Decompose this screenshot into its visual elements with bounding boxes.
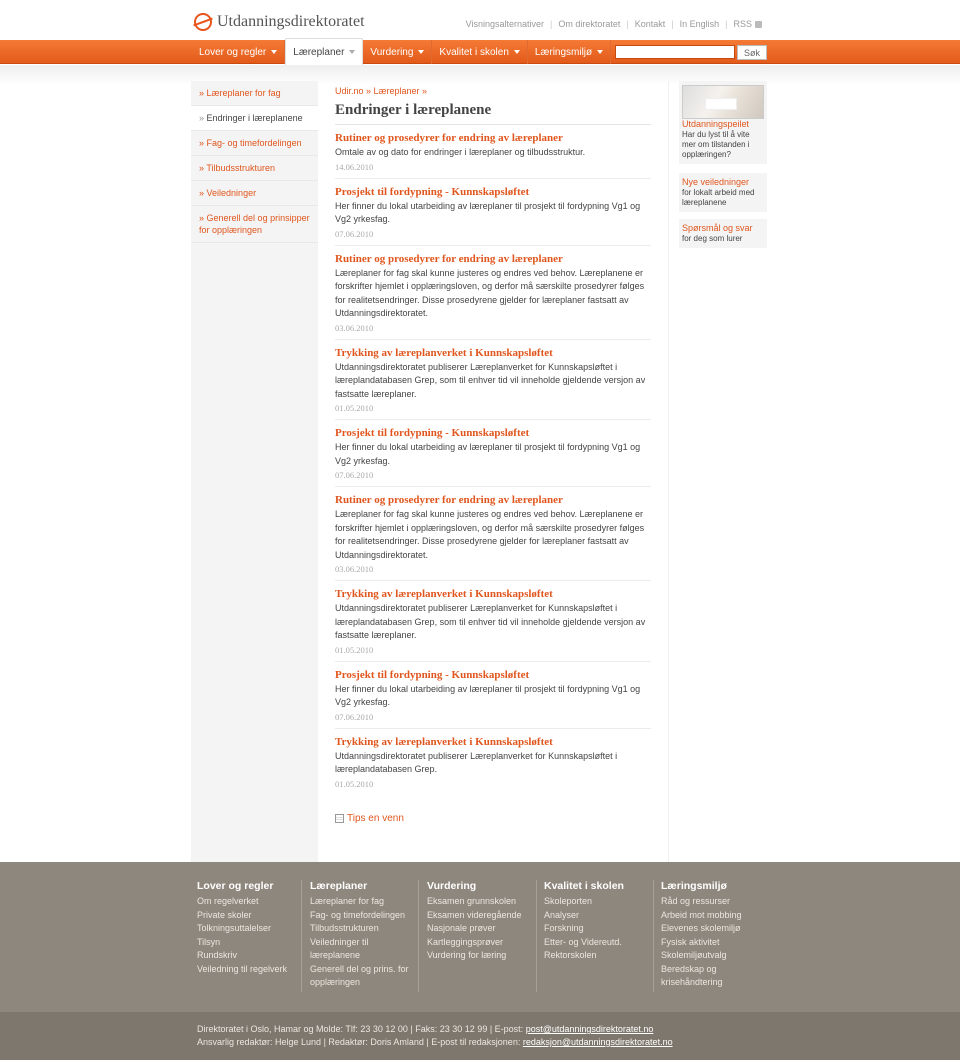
footer-link[interactable]: Tilbudsstrukturen <box>310 923 379 933</box>
article-summary: Utdanningsdirektoratet publiserer Læreplanverket for Kunnskapsløftet i læreplandatabasen Grep, som til enhver tid vil inneholde gjeldende versjon av fastsatte læreplaner. <box>335 361 646 399</box>
footer-link[interactable]: Analyser <box>544 909 580 920</box>
footer-link[interactable]: Skolemiljøutvalg <box>661 950 727 960</box>
chevron-down-icon <box>597 50 603 54</box>
footer-column-title: Vurdering <box>427 880 477 892</box>
article-title[interactable]: Trykking av læreplanverket i Kunnskapsløftet <box>335 735 553 748</box>
bullet-icon: » <box>199 188 205 198</box>
logo-text: Utdanningsdirektoratet <box>217 13 365 30</box>
footer-link[interactable]: Nasjonale prøver <box>427 923 496 933</box>
article-title[interactable]: Prosjekt til fordypning - Kunnskapsløftet <box>335 185 530 198</box>
article-item <box>335 581 651 662</box>
nav-laeringsmiljo[interactable] <box>528 40 611 64</box>
promo-sporsmal-og-svar[interactable] <box>679 219 767 248</box>
main-content <box>335 86 651 824</box>
article-title[interactable]: Prosjekt til fordypning - Kunnskapsløftet <box>335 427 530 439</box>
article-date: 07.06.2010 <box>335 228 374 239</box>
sidebar-item-label: Generell del og prinsipper for opplæringen <box>199 213 310 235</box>
footer-column-title: Kvalitet i skolen <box>544 880 624 892</box>
nav-kvalitet-i-skolen[interactable] <box>432 40 527 64</box>
article-title[interactable]: Rutiner og prosedyrer for endring av læreplaner <box>335 252 563 265</box>
article-item <box>335 179 651 246</box>
article-title[interactable]: Rutiner og prosedyrer for endring av læreplaner <box>335 494 563 506</box>
article-summary: Læreplaner for fag skal kunne justeres og endres ved behov. Læreplanene er forskrifter hjemlet i opplæringsloven, og derfor må særskilte prosedyrer følges for realitetsendringer. Disse prosedyrene gjelder for læreplaner fastsatt av Utdanningsdirektoratet. <box>335 267 645 318</box>
article-date: 03.06.2010 <box>335 564 374 574</box>
footer-link[interactable]: Eksamen grunnskolen <box>427 896 517 906</box>
footer-link[interactable]: Beredskap og krisehåndtering <box>661 963 723 987</box>
sidebar-item-label: Fag- og timefordelingen <box>206 138 302 148</box>
bullet-icon: » <box>199 88 205 98</box>
nav-laereplaner[interactable] <box>285 38 363 65</box>
footer-column-title: Læringsmiljø <box>661 880 727 892</box>
footer-link[interactable]: Rundskriv <box>197 950 238 960</box>
top-links: Visningsalternativer | Om direktoratet | Kontakt | In English | RSS <box>466 19 762 29</box>
article-date: 14.06.2010 <box>335 161 374 172</box>
nav-label: Lover og regler <box>199 46 267 58</box>
footer-link[interactable]: Forskning <box>544 923 584 933</box>
rss-icon <box>755 21 762 28</box>
footer-link[interactable]: Eksamen videregående <box>427 909 522 920</box>
article-item <box>335 729 651 795</box>
article-date: 07.06.2010 <box>335 711 374 722</box>
article-item <box>335 340 651 421</box>
footer-link[interactable]: Private skoler <box>197 909 252 920</box>
article-item <box>335 125 651 179</box>
article-summary: Her finner du lokal utarbeiding av læreplaner til prosjekt til fordypning Vg1 og Vg2 yrkesfag. <box>335 683 641 707</box>
article-summary: Utdanningsdirektoratet publiserer Læreplanverket for Kunnskapsløftet i læreplandatabasen Grep, som til enhver tid vil inneholde gjeldende versjon av fastsatte læreplaner. <box>335 603 646 640</box>
footer-link[interactable]: Skoleporten <box>544 896 593 906</box>
tips-en-venn-link[interactable] <box>335 813 651 824</box>
sidebar-item-veiledninger[interactable] <box>191 181 318 206</box>
article-title[interactable]: Prosjekt til fordypning - Kunnskapsløftet <box>335 668 530 681</box>
contact-line <box>197 1024 653 1034</box>
footer-link[interactable]: Tilsyn <box>197 936 221 947</box>
footer-column-laeringsmiljo <box>656 880 771 992</box>
article-item <box>335 662 651 729</box>
main-navbar <box>0 40 960 64</box>
promo-title: Nye veiledninger <box>682 177 750 187</box>
search-form <box>615 45 767 60</box>
footer-column-title: Lover og regler <box>197 880 274 892</box>
article-title[interactable]: Trykking av læreplanverket i Kunnskapsløftet <box>335 588 553 600</box>
nav-label: Læreplaner <box>293 46 345 58</box>
footer-link[interactable]: Kartleggingsprøver <box>427 936 504 947</box>
footer-link[interactable]: Om regelverket <box>197 896 259 906</box>
footer-link[interactable]: Elevenes skolemiljø <box>661 923 741 933</box>
nav-label: Læringsmiljø <box>534 46 593 58</box>
search-input[interactable] <box>615 45 735 59</box>
promo-utdanningspeilet[interactable] <box>679 81 767 164</box>
logo-icon <box>194 13 212 31</box>
editor-email-link[interactable]: redaksjon@utdanningsdirektoratet.no <box>522 1037 673 1047</box>
footer-link[interactable]: Veiledning til regelverk <box>197 963 288 974</box>
article-summary: Her finner du lokal utarbeiding av læreplaner til prosjekt til fordypning Vg1 og Vg2 yrkesfag. <box>335 442 641 466</box>
footer-link[interactable]: Fysisk aktivitet <box>661 936 720 947</box>
promo-title: Spørsmål og svar <box>682 223 753 233</box>
sidebar-item-tilbudsstrukturen[interactable] <box>191 156 318 181</box>
chevron-down-icon <box>514 50 520 54</box>
footer-link[interactable]: Fag- og timefordelingen <box>310 909 406 920</box>
footer-column-vurdering <box>422 880 537 992</box>
footer-column-laereplaner <box>305 880 419 992</box>
toplink-english[interactable]: In English <box>679 19 720 29</box>
sidebar-item-endringer[interactable] <box>191 106 318 131</box>
article-date: 01.05.2010 <box>335 778 374 789</box>
footer-link[interactable]: Etter- og Videreutd. <box>544 936 622 947</box>
site-logo[interactable] <box>194 13 365 31</box>
article-date: 07.06.2010 <box>335 470 374 480</box>
article-date: 03.06.2010 <box>335 322 374 333</box>
sidebar-item-label: Veiledninger <box>206 188 257 198</box>
footer-link[interactable]: Læreplaner for fag <box>310 896 385 906</box>
editor-line <box>197 1037 673 1047</box>
article-date: 01.05.2010 <box>335 644 374 655</box>
nav-label: Vurdering <box>370 46 414 58</box>
bullet-icon: » <box>199 138 205 148</box>
toplink-contact[interactable]: Kontakt <box>634 19 666 29</box>
sidebar-item-generell-del[interactable] <box>191 206 318 243</box>
article-summary: Her finner du lokal utarbeiding av læreplaner til prosjekt til fordypning Vg1 og Vg2 yrkesfag. <box>335 200 641 224</box>
footer-column-lover <box>192 880 302 992</box>
bullet-icon: » <box>199 163 205 173</box>
article-title[interactable]: Trykking av læreplanverket i Kunnskapsløftet <box>335 346 553 359</box>
promo-image <box>682 85 764 119</box>
nav-vurdering[interactable] <box>363 40 432 64</box>
sidebar-item-label: Endringer i læreplanene <box>206 113 303 123</box>
footer-link[interactable]: Vurdering for læring <box>427 950 507 960</box>
footer-link[interactable]: Tolkningsuttalelser <box>197 923 272 933</box>
toplink-display-options[interactable]: Visningsalternativer <box>465 19 545 29</box>
footer-link[interactable]: Råd og ressurser <box>661 896 731 906</box>
footer-link[interactable]: Generell del og prins. for opplæringen <box>310 963 409 987</box>
footer-link[interactable]: Arbeid mot mobbing <box>661 909 742 920</box>
promo-veiledninger[interactable] <box>679 173 767 212</box>
search-button[interactable]: Søk <box>737 45 767 60</box>
footer-column-kvalitet <box>539 880 654 992</box>
promo-text: Har du lyst til å vite mer om tilstanden i opplæringen? <box>682 130 750 159</box>
nav-label: Kvalitet i skolen <box>439 46 509 58</box>
tips-label: Tips en venn <box>347 812 404 824</box>
footer-bottom-bar <box>0 1012 960 1060</box>
article-summary: Utdanningsdirektoratet publiserer Læreplanverket for Kunnskapsløftet i læreplandatabasen Grep. <box>335 750 618 774</box>
footer-link[interactable]: Veiledninger til læreplanene <box>310 936 369 960</box>
editor-text: Ansvarlig redaktør: Helge Lund | Redaktør: Doris Amland | E-post til redaksjonen: <box>197 1037 521 1047</box>
sidebar-item-laereplaner-for-fag[interactable] <box>191 81 318 106</box>
nav-lover-og-regler[interactable] <box>192 40 285 64</box>
sidebar-item-label: Tilbudsstrukturen <box>206 163 276 173</box>
site-footer <box>0 862 960 1012</box>
contact-text: Direktoratet i Oslo, Hamar og Molde: Tlf: 23 30 12 00 | Faks: 23 30 12 99 | E-post: <box>197 1024 524 1034</box>
left-sidebar <box>191 81 318 862</box>
article-item <box>335 487 651 581</box>
breadcrumb-link[interactable]: Udir.no » Læreplaner » <box>335 86 428 96</box>
sidebar-item-label: Læreplaner for fag <box>206 88 281 98</box>
footer-link[interactable]: Rektorskolen <box>544 950 597 960</box>
section-nav <box>191 81 318 243</box>
article-summary: Omtale av og dato for endringer i læreplaner og tilbudsstruktur. <box>335 147 586 157</box>
contact-email-link[interactable]: post@utdanningsdirektoratet.no <box>525 1024 654 1034</box>
promo-text: for lokalt arbeid med læreplanene <box>682 188 755 207</box>
article-summary: Læreplaner for fag skal kunne justeres og endres ved behov. Læreplanene er forskrifter hjemlet i opplæringsloven, og derfor må særskilte prosedyrer følges for realitetsendringer. Disse prosedyrene gjelder for læreplaner fastsatt av Utdanningsdirektoratet. <box>335 509 645 560</box>
article-date: 01.05.2010 <box>335 403 374 413</box>
chevron-down-icon <box>349 50 355 54</box>
chevron-down-icon <box>418 50 424 54</box>
bullet-icon: » <box>199 213 205 223</box>
promo-text: for deg som lurer <box>682 234 743 243</box>
site-header <box>0 0 960 40</box>
chevron-down-icon <box>271 50 277 54</box>
sidebar-item-fag-og-timefordeling[interactable] <box>191 131 318 156</box>
document-icon <box>335 814 344 823</box>
article-title[interactable]: Rutiner og prosedyrer for endring av læreplaner <box>335 132 563 144</box>
promo-title: Utdanningspeilet <box>682 119 750 129</box>
toplink-about[interactable]: Om direktoratet <box>558 19 621 29</box>
article-item <box>335 420 651 487</box>
breadcrumb[interactable] <box>335 86 651 96</box>
bullet-icon: » <box>199 113 205 123</box>
article-item <box>335 246 651 340</box>
rss-label: RSS <box>733 19 752 29</box>
header-shadow <box>0 65 960 85</box>
page-title: Endringer i læreplanene <box>335 102 651 125</box>
main-nav <box>192 40 611 64</box>
toplink-rss[interactable] <box>733 19 762 29</box>
footer-column-title: Læreplaner <box>310 880 368 892</box>
